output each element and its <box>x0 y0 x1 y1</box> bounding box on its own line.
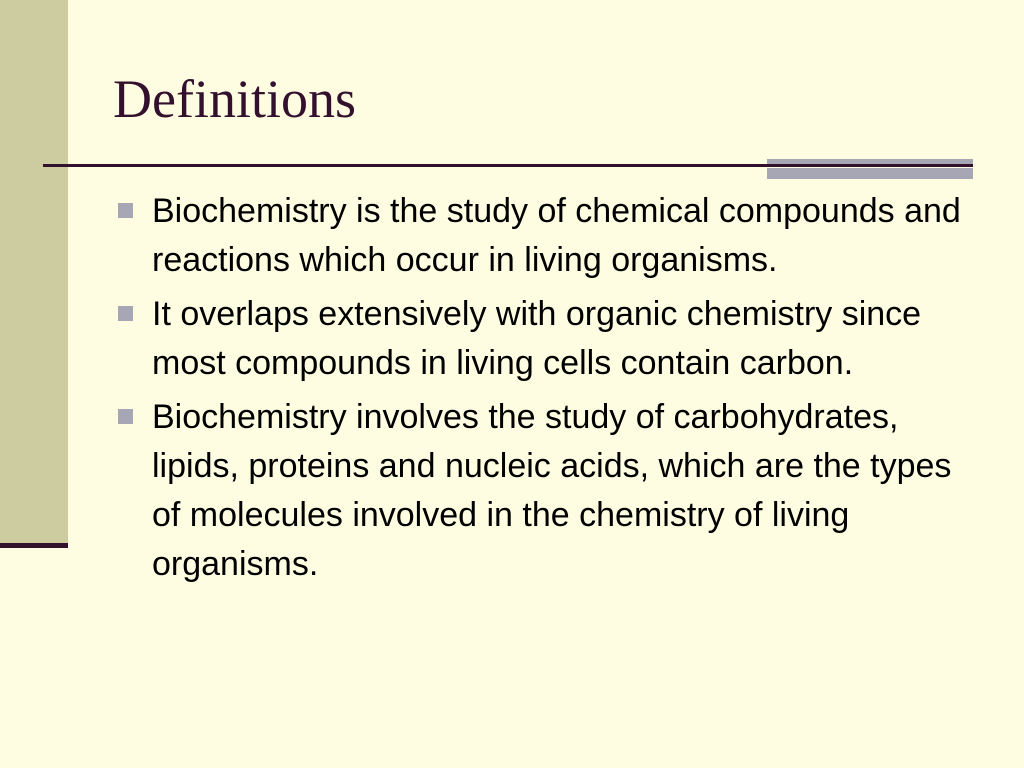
square-bullet-icon <box>118 306 133 321</box>
bullet-text: It overlaps extensively with organic chemistry since most compounds in living cells contain carbon. <box>152 295 922 382</box>
gray-bar-stripe <box>767 159 973 164</box>
bullet-item <box>116 290 976 388</box>
slide-title: Definitions <box>113 69 356 129</box>
square-bullet-icon <box>118 203 133 218</box>
side-band <box>0 0 68 546</box>
bullet-text: Biochemistry is the study of chemical compounds and reactions which occur in living organisms. <box>152 192 961 279</box>
bullet-item <box>116 393 976 589</box>
bullet-text: Biochemistry involves the study of carbohydrates, lipids, proteins and nucleic acids, which are the types of molecules involved in the chemistry of living organisms. <box>152 398 952 583</box>
square-bullet-icon <box>118 409 133 424</box>
gray-bar-stripe <box>767 168 973 179</box>
bullet-list <box>116 187 976 594</box>
bullet-item <box>116 187 976 285</box>
side-accent-line <box>0 543 68 548</box>
decorative-gray-bar <box>767 159 973 179</box>
